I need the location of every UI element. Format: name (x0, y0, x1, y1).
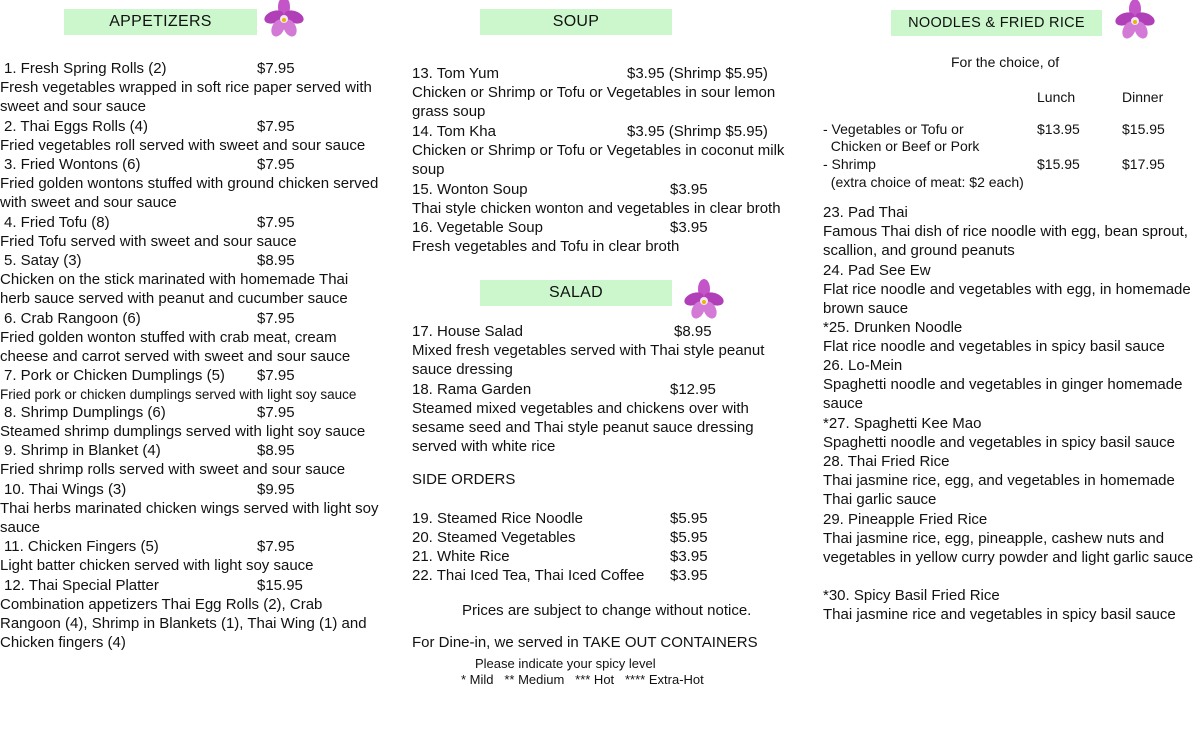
item-description: Light batter chicken served with light soy sauce (0, 557, 314, 574)
item-name: 28. Thai Fried Rice (823, 453, 950, 470)
item-description: Fried golden wonton stuffed with crab meat, cream cheese and carrot served with sweet and sour sauce (0, 329, 351, 365)
menu-item (4, 403, 384, 422)
item-description: Thai herbs marinated chicken wings served with light soy sauce (0, 500, 379, 536)
item-description: Spaghetti noodle and vegetables in spicy basil sauce (823, 434, 1175, 451)
item-description: Fresh vegetables and Tofu in clear broth (412, 238, 680, 255)
item-description: Chicken or Shrimp or Tofu or Vegetables in coconut milk soup (412, 142, 785, 178)
menu-item (4, 213, 384, 232)
item-name: 10. Thai Wings (3) (4, 481, 127, 498)
choice-row-label: - Vegetables or Tofu or (823, 121, 964, 137)
item-price: $8.95 (674, 323, 712, 340)
item-name: 17. House Salad (412, 323, 523, 340)
item-name: 20. Steamed Vegetables (412, 529, 576, 546)
item-description: Steamed mixed vegetables and chickens over with sesame seed and Thai style peanut sauce dressing served with white rice (412, 400, 754, 455)
item-price: $7.95 (257, 367, 295, 384)
item-description: Combination appetizers Thai Egg Rolls (2), Crab Rangoon (4), Shrimp in Blankets (1), Thai Wing (1) and Chicken fingers (4) (0, 596, 367, 651)
menu-item (4, 480, 384, 499)
item-price: $12.95 (670, 381, 716, 398)
menu-item (4, 441, 384, 460)
item-name: 12. Thai Special Platter (4, 577, 159, 594)
item-name: 16. Vegetable Soup (412, 219, 543, 236)
orchid-flower-icon (1113, 0, 1157, 43)
item-name: 2. Thai Eggs Rolls (4) (4, 118, 148, 135)
noodles-title: NOODLES & FRIED RICE (908, 15, 1085, 31)
item-description: Fried pork or chicken dumplings served with light soy sauce (0, 387, 357, 402)
lunch-column-header: Lunch (1037, 89, 1076, 105)
side-orders-title: SIDE ORDERS (412, 471, 516, 488)
item-name: 4. Fried Tofu (8) (4, 214, 110, 231)
item-price: $3.95 (Shrimp $5.95) (627, 123, 768, 140)
item-name: 21. White Rice (412, 548, 510, 565)
item-description: Chicken or Shrimp or Tofu or Vegetables in sour lemon grass soup (412, 84, 776, 120)
choice-intro: For the choice, of (951, 54, 1060, 70)
item-name: 13. Tom Yum (412, 65, 499, 82)
item-price: $8.95 (257, 252, 295, 269)
item-name: *25. Drunken Noodle (823, 319, 963, 336)
item-description: Fried shrimp rolls served with sweet and sour sauce (0, 461, 346, 478)
item-price: $7.95 (257, 60, 295, 77)
item-price: $3.95 (670, 567, 708, 584)
item-description: Steamed shrimp dumplings served with light soy sauce (0, 423, 366, 440)
spicy-levels: * Mild ** Medium *** Hot **** Extra-Hot (461, 672, 704, 687)
item-name: 24. Pad See Ew (823, 262, 931, 279)
menu-item (412, 180, 802, 199)
salad-title: SALAD (549, 284, 603, 301)
item-price: $7.95 (257, 404, 295, 421)
menu-item (4, 59, 384, 78)
menu-item (412, 547, 802, 566)
choice-row-dinner-price: $15.95 (1122, 121, 1165, 137)
item-description: Thai jasmine rice and vegetables in spicy basil sauce (823, 606, 1176, 623)
price-notice: Prices are subject to change without notice. (462, 602, 752, 619)
item-name: 14. Tom Kha (412, 123, 496, 140)
menu-item (4, 537, 384, 556)
item-name: *27. Spaghetti Kee Mao (823, 415, 982, 432)
item-description: Mixed fresh vegetables served with Thai style peanut sauce dressing (412, 342, 765, 378)
item-price: $7.95 (257, 118, 295, 135)
item-price: $9.95 (257, 481, 295, 498)
item-price: $7.95 (257, 214, 295, 231)
item-name: 19. Steamed Rice Noodle (412, 510, 583, 527)
menu-item (412, 218, 802, 237)
choice-row-dinner-price: $17.95 (1122, 156, 1165, 172)
item-description: Chicken on the stick marinated with homemade Thai herb sauce served with peanut and cucumber sauce (0, 271, 349, 307)
choice-row-label: - Shrimp (823, 156, 876, 172)
menu-item (412, 380, 802, 399)
item-name: *30. Spicy Basil Fried Rice (823, 587, 1000, 604)
menu-item (4, 309, 384, 328)
item-price: $5.95 (670, 529, 708, 546)
item-name: 23. Pad Thai (823, 204, 908, 221)
salad-header (480, 280, 672, 306)
item-description: Famous Thai dish of rice noodle with egg, bean sprout, scallion, and ground peanuts (823, 223, 1188, 259)
item-description: Fresh vegetables wrapped in soft rice paper served with sweet and sour sauce (0, 79, 372, 115)
dine-in-notice: For Dine-in, we served in TAKE OUT CONTAINERS (412, 634, 758, 651)
item-price: $7.95 (257, 156, 295, 173)
noodles-header (891, 10, 1102, 36)
orchid-flower-icon (682, 279, 726, 323)
item-name: 5. Satay (3) (4, 252, 82, 269)
choice-row-lunch-price: $15.95 (1037, 156, 1080, 172)
item-description: Spaghetti noodle and vegetables in ginger homemade sauce (823, 376, 1183, 412)
appetizers-title: APPETIZERS (109, 13, 212, 30)
menu-item (4, 251, 384, 270)
item-name: 18. Rama Garden (412, 381, 532, 398)
item-price: $8.95 (257, 442, 295, 459)
choice-row-lunch-price: $13.95 (1037, 121, 1080, 137)
spicy-prompt: Please indicate your spicy level (475, 656, 656, 671)
item-price: $3.95 (670, 181, 708, 198)
menu-item (412, 528, 802, 547)
appetizers-header (64, 9, 257, 35)
item-description: Flat rice noodle and vegetables with egg, in homemade brown sauce (823, 281, 1191, 317)
orchid-flower-icon (262, 0, 306, 41)
soup-title: SOUP (552, 13, 600, 30)
item-description: Thai jasmine rice, egg, pineapple, cashew nuts and vegetables in yellow curry powder and light garlic sauce (823, 530, 1194, 566)
item-name: 7. Pork or Chicken Dumplings (5) (4, 367, 225, 384)
menu-item (4, 576, 384, 595)
choice-row-label-2: (extra choice of meat: $2 each) (823, 174, 1024, 190)
item-name: 8. Shrimp Dumplings (6) (4, 404, 166, 421)
menu-item (4, 366, 384, 385)
item-price: $15.95 (257, 577, 303, 594)
item-description: Thai jasmine rice, egg, and vegetables in homemade Thai garlic sauce (823, 472, 1175, 508)
soup-header (480, 9, 672, 35)
item-price: $7.95 (257, 310, 295, 327)
item-price: $5.95 (670, 510, 708, 527)
item-name: 6. Crab Rangoon (6) (4, 310, 141, 327)
menu-item (412, 566, 802, 585)
item-description: Thai style chicken wonton and vegetables in clear broth (412, 200, 781, 217)
item-description: Fried golden wontons stuffed with ground chicken served with sweet and sour sauce (0, 175, 379, 211)
item-description: Fried vegetables roll served with sweet and sour sauce (0, 137, 366, 154)
item-description: Flat rice noodle and vegetables in spicy basil sauce (823, 338, 1165, 355)
choice-row-label-2: Chicken or Beef or Pork (823, 138, 980, 154)
menu-item (412, 64, 802, 83)
item-name: 29. Pineapple Fried Rice (823, 511, 988, 528)
menu-item (412, 509, 802, 528)
item-price: $3.95 (Shrimp $5.95) (627, 65, 768, 82)
item-price: $7.95 (257, 538, 295, 555)
item-price: $3.95 (670, 219, 708, 236)
item-name: 1. Fresh Spring Rolls (2) (4, 60, 167, 77)
menu-item (412, 122, 802, 141)
item-name: 22. Thai Iced Tea, Thai Iced Coffee (412, 567, 645, 584)
item-name: 3. Fried Wontons (6) (4, 156, 141, 173)
menu-item (412, 322, 802, 341)
item-name: 9. Shrimp in Blanket (4) (4, 442, 161, 459)
dinner-column-header: Dinner (1122, 89, 1164, 105)
item-name: 26. Lo-Mein (823, 357, 903, 374)
menu-item (4, 117, 384, 136)
menu-item (4, 155, 384, 174)
item-price: $3.95 (670, 548, 708, 565)
item-name: 15. Wonton Soup (412, 181, 528, 198)
item-name: 11. Chicken Fingers (5) (4, 538, 159, 555)
item-description: Fried Tofu served with sweet and sour sauce (0, 233, 297, 250)
